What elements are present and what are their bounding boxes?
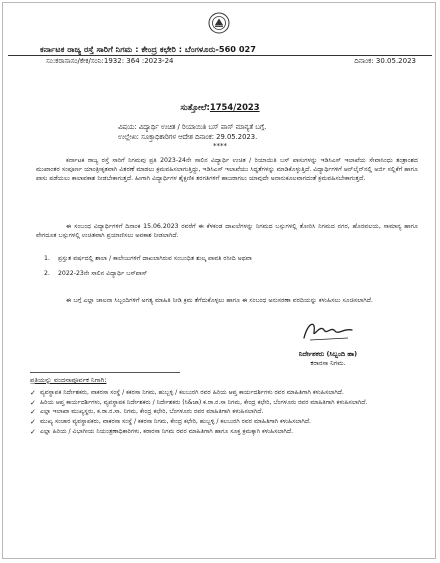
list-item <box>30 418 420 427</box>
copy-to-list <box>30 389 420 438</box>
body-paragraph-2 <box>36 222 418 240</box>
list-item <box>44 254 414 263</box>
list-item <box>30 389 420 398</box>
list-item <box>30 408 420 417</box>
paragraph-text: ಈ ಬಗ್ಗೆ ಎಲ್ಲಾ ಚಾಲನಾ ಸಿಬ್ಬಂದಿಗಳಿಗೆ ಅಗತ್ಯ ಮಾಹಿತಿ ನೀಡಿ ಕ್ರಮ ತೆಗೆದುಕೊಳ್ಳಲು ಹಾಗೂ ಈ ಸಂಬಂಧ ಅನುಸರಣಾ ವರದಿಯನ್ನು ಕಳುಹಿಸಲು ಸೂಚಿಸಲಾಗಿದೆ. <box>66 297 373 304</box>
tick-icon: ✓ <box>30 427 36 436</box>
subject-block <box>118 122 266 142</box>
list-item <box>30 399 420 408</box>
list-item <box>44 269 414 278</box>
reference-number: ಸಂ:ಕರಾಸಾಸಂ/ಕೇಕ/ಸಂನಿ:1932: 364 :2023-24 <box>46 57 174 65</box>
header-divider <box>8 55 432 56</box>
paragraph-text: ಕರ್ನಾಟಕ ರಾಜ್ಯ ರಸ್ತೆ ಸಾರಿಗೆ ನಿಗಮವು ಪ್ರತಿ 2023-24ನೇ ಸಾಲಿನ ವಿದ್ಯಾರ್ಥಿ ಉಚಿತ / ರಿಯಾಯಿತಿ ಬಸ್ ಪಾಸುಗಳನ್ನು ಇಡಿಸಿಎಸ್ ಇಲಾಖೆಯ ಸೇವಾಸಿಂಧು ತಂತ್ರಾಂಶದ ಮುಖಾಂತರ ಸಂಪೂರ್ಣ ಯಾಂತ್ರೀಕೃತವಾಗಿ ವಿತರಣೆ ಮಾಡಲು ಕ್ರಮವಹಿಸಲಾಗುತ್ತಿದ್ದು, ಇಡಿಸಿಎಸ್ ಇಲಾಖೆಯು ಸಿದ್ಧತೆಗಳನ್ನು ಮಾಡಿಕೊಳ್ಳುತ್ತಿದೆ. ವಿದ್ಯಾರ್ಥಿಗಳಿಗೆ ಆನ್‌ಲೈನ್‌ನಲ್ಲಿ ಅರ್ಜಿ ಸಲ್ಲಿಕೆಗೆ ಹಾಗೂ ಪಾಸು ಪಡೆಯಲು ಕಾಲಾವಕಾಶ ನೀಡಬೇಕಾಗುತ್ತದೆ. ಹೀಗಾಗಿ ವಿದ್ಯಾರ್ಥಿಗಳ ಶೈಕ್ಷಣಿಕ ತರಗತಿಗಳಿಗೆ ಹಾಜರಾಗಲು ಯಾವುದೇ ಅನಾನುಕೂಲವಾಗದಂತೆ ಕ್ರಮವಹಿಸಬೇಕಾಗುತ್ತದೆ. <box>36 157 418 183</box>
copy-to-heading: ಪ್ರತಿಯನ್ನು ವಂದನಾಪೂರ್ವಕ ನಿಗಾಗಿ: <box>30 376 107 384</box>
tick-icon: ✓ <box>30 389 36 397</box>
tick-icon: ✓ <box>30 408 36 417</box>
copy-recipient: ಮುಖ್ಯ ಸಂಚಾರ ವ್ಯವಸ್ಥಾಪಕರು, ವಾಕರಸಾ ಸಂಸ್ಥೆ / ಕಕರಸಾ ನಿಗಮ, ಕೇಂದ್ರ ಕಛೇರಿ, ಹುಬ್ಬಳ್ಳಿ / ಕಲಬುರಗಿ ರವರ ಮಾಹಿತಿಗಾಗಿ ಕಳುಹಿಸಲಾಗಿದೆ. <box>40 418 311 426</box>
list-text: ಪ್ರಸ್ತುತ ವರ್ಷದಲ್ಲಿ ಶಾಲಾ / ಕಾಲೇಜುಗಳಿಗೆ ದಾಖಲಾಗಿರುವ ಸಂಬಂಧಿತ ಶುಲ್ಕ ಪಾವತಿ ರಸೀದಿ ಅಥವಾ <box>58 255 252 262</box>
list-number: 1. <box>44 255 50 262</box>
circular-number: 1754/2023 <box>209 102 260 112</box>
list-text: 2022-23ನೇ ಸಾಲಿನ ವಿದ್ಯಾರ್ಥಿ ಬಸ್‌ಪಾಸ್ <box>58 270 148 278</box>
corporation-emblem-icon <box>208 12 230 34</box>
circular-label: ಸುತ್ತೋಲೆ: <box>180 102 210 112</box>
reference-line: ಉಲ್ಲೇಖ: ಸೂಕ್ತಾಧಿಕಾರಿಗಳ ಆದೇಶ ದಿನಾಂಕ: 29.05.2023. <box>118 133 258 141</box>
copy-divider <box>30 372 180 373</box>
document-list <box>44 254 414 278</box>
tick-icon: ✓ <box>30 398 36 407</box>
tick-icon: ✓ <box>30 418 36 427</box>
signatory-title: ನಿರ್ದೇಶಕರು (ಸಿಬ್ಬಂದಿ ಹಾ) <box>298 350 358 358</box>
reference-date: ದಿನಾಂಕ: 30.05.2023 <box>354 57 416 65</box>
page-border <box>2 2 436 559</box>
corporation-header-title: ಕರ್ನಾಟಕ ರಾಜ್ಯ ರಸ್ತೆ ಸಾರಿಗೆ ನಿಗಮ : ಕೇಂದ್ರ ಕಛೇರಿ : ಬೆಂಗಳೂರು-560 027 <box>40 44 256 54</box>
body-paragraph-1 <box>36 156 418 184</box>
handwritten-signature-icon <box>298 316 358 344</box>
subject-line: ವಿಷಯ: ವಿದ್ಯಾರ್ಥಿ ಉಚಿತ / ರಿಯಾಯಿತಿ ಬಸ್ ಪಾಸ್ ಮಾನ್ಯತೆ ಬಗ್ಗೆ. <box>118 123 267 131</box>
copy-recipient: ಹಿರಿಯ ಆಪ್ತ ಕಾರ್ಯದರ್ಶಿಗಳು, ವ್ಯವಸ್ಥಾಪಕ ನಿರ್ದೇಶಕರು / ನಿರ್ದೇಶಕರು (ಸಿ&ಜಾ) ಕ.ರಾ.ರ.ಸಾ ನಿಗಮ, ಕೇಂದ್ರ ಕಛೇರಿ, ಬೆಂಗಳೂರು ರವರ ಮಾಹಿತಿಗಾಗಿ ಕಳುಹಿಸಲಾಗಿದೆ. <box>40 398 368 406</box>
separator-stars: **** <box>213 142 227 150</box>
signatory-org: ಕರಾರಸಾ ನಿಗಮ. <box>310 359 346 367</box>
list-number: 2. <box>44 270 50 278</box>
copy-recipient: ಎಲ್ಲಾ ಹಿರಿಯ / ವಿಭಾಗೀಯ ನಿಯಂತ್ರಣಾಧಿಕಾರಿಗಳು, ಕರಾರಸಾ ನಿಗಮ ರವರ ಮಾಹಿತಿಗಾಗಿ ಹಾಗೂ ಸೂಕ್ತ ಕ್ರಮಕ್ಕಾಗಿ ಕಳುಹಿಸಲಾಗಿದೆ. <box>40 427 294 435</box>
body-paragraph-3 <box>36 296 418 305</box>
paragraph-text: ಈ ಸಂಬಂಧ ವಿದ್ಯಾರ್ಥಿಗಳಿಗೆ ದಿನಾಂಕ 15.06.2023 ರವರೆಗೆ ಈ ಕೆಳಕಂಡ ದಾಖಲೆಗಳನ್ನು ನಿಗಮದ ಬಸ್ಸುಗಳಲ್ಲಿ ತೋರಿಸಿ ನಿಗಮದ ನಗರ, ಹೊರವಲಯ, ಸಾಮಾನ್ಯ ಹಾಗೂ ವೇಗದೂತ ಬಸ್ಸುಗಳಲ್ಲಿ ಉಚಿತವಾಗಿ ಪ್ರಯಾಣಿಸಲು ಅವಕಾಶ ನೀಡಲಾಗಿದೆ. <box>36 223 418 240</box>
copy-recipient: ವ್ಯವಸ್ಥಾಪಕ ನಿರ್ದೇಶಕರು, ವಾಕರಸಾ ಸಂಸ್ಥೆ / ಕಕರಸಾ ನಿಗಮ, ಹುಬ್ಬಳ್ಳಿ / ಕಲಬುರಗಿ ರವರ ಹಿರಿಯ ಆಪ್ತ ಕಾರ್ಯದರ್ಶಿಗಳು ರವರ ಮಾಹಿತಿಗಾಗಿ ಕಳುಹಿಸಲಾಗಿದೆ. <box>40 389 344 396</box>
copy-recipient: ಎಲ್ಲಾ ಇಲಾಖಾ ಮುಖ್ಯಸ್ಥರು, ಕ.ರಾ.ರ.ಸಾ. ನಿಗಮ, ಕೇಂದ್ರ ಕಛೇರಿ, ಬೆಂಗಳೂರು ರವರ ಮಾಹಿತಿಗಾಗಿ ಕಳುಹಿಸಲಾಗಿದೆ. <box>40 408 264 416</box>
circular-heading <box>0 102 440 113</box>
signature-block <box>258 316 398 367</box>
list-item <box>30 428 420 437</box>
